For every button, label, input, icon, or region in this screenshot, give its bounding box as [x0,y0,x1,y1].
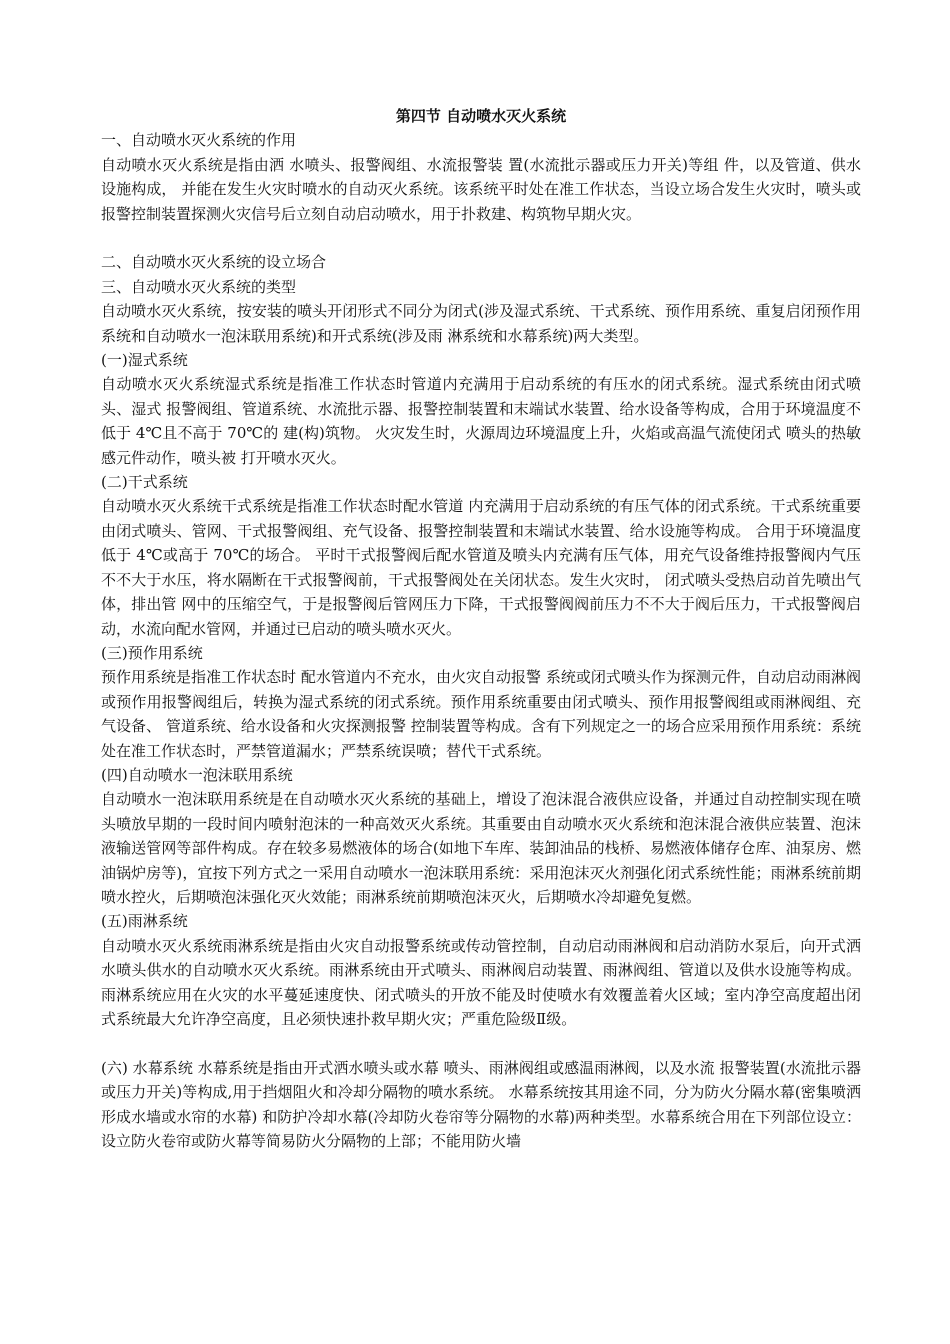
section-title: 第四节 自动喷水灭火系统 [395,107,567,125]
heading-dry-system: (二)干式系统 [101,473,188,492]
paragraph-types: 自动喷水灭火系统，按安装的喷头开闭形式不同分为闭式(涉及湿式系统、干式系统、预作用系统、重复启闭预作用系统和自动喷水一泡沫联用系统)和开式系统(涉及雨 淋系统和水幕系统)两大类型。 [101,302,861,345]
heading-installation: 二、自动喷水灭火系统的设立场合 [101,253,327,272]
paragraph-water-curtain: (六) 水幕系统 水幕系统是指由开式洒水喷头或水幕 喷头、雨淋阀组或感温雨淋阀，以及水流 报警装置(水流批示器或压力开关)等构成,用于挡烟阻火和冷却分隔物的喷水系统。 水幕系统按其用途不同，分为防火分隔水幕(密集喷洒形成水墙或水帘的水幕) 和防护冷却水幕(冷却防火卷帘等分隔物的水幕)两种类型。水幕系统合用在下列部位设立：设立防火卷帘或防火幕等简易防火分隔物的上部；不能用防火墙 [101,1058,861,1151]
paragraph-deluge-system: 自动喷水灭火系统雨淋系统是指由火灾自动报警系统或传动管控制，自动启动雨淋阀和启动消防水泵后，向开式洒水喷头供水的自动喷水灭火系统。雨淋系统由开式喷头、雨淋阀启动装置、雨淋阀组、管道以及供水设施等构成。雨淋系统应用在火灾的水平蔓延速度快、闭式喷头的开放不能及时使喷水有效覆盖着火区域；室内净空高度超出闭式系统最大允许净空高度，且必须快速扑救早期火灾；严重危险级Ⅱ级。 [101,936,861,1029]
paragraph-function: 自动喷水灭火系统是指由洒 水喷头、报警阀组、水流报警装 置(水流批示器或压力开关)等组 件，以及管道、供水设施构成， 并能在发生火灾时喷水的自动灭火系统。该系统平时处在准工作状态，当设立场合发生火灾时，喷头或报警控制装置探测火灾信号后立刻自动启动喷水，用于扑救建、构筑物早期火灾。 [101,155,861,223]
heading-foam-system: (四)自动喷水一泡沫联用系统 [101,765,293,784]
heading-function: 一、自动喷水灭火系统的作用 [101,131,297,150]
blank-line [101,226,861,250]
blank-line [101,1031,861,1055]
paragraph-dry-system: 自动喷水灭火系统干式系统是指准工作状态时配水管道 内充满用于启动系统的有压气体的闭式系统。干式系统重要由闭式喷头、管网、干式报警阀组、充气设备、报警控制装置和末端试水装置、给水设施等构成。 合用于环境温度低于 4℃或高于 70℃的场合。 平时干式报警阀后配水管道及喷头内充满有压气体，用充气设备维持报警阀内气压不不大于水压，将水隔断在干式报警阀前，干式报警阀处在关闭状态。发生火灾时， 闭式喷头受热启动首先喷出气体，排出管 网中的压缩空气，于是报警阀后管网压力下降，干式报警阀阀前压力不不大于阀后压力，干式报警阀启动，水流向配水管网，并通过已启动的喷头喷水灭火。 [101,497,861,638]
heading-deluge-system: (五)雨淋系统 [101,912,188,931]
paragraph-wet-system: 自动喷水灭火系统湿式系统是指准工作状态时管道内充满用于启动系统的有压水的闭式系统。湿式系统由闭式喷头、湿式 报警阀组、管道系统、水流批示器、报警控制装置和末端试水装置、给水设备等构成，合用于环境温度不低于 4℃且不高于 70℃的 建(构)筑物。 火灾发生时，火源周边环境温度上升，火焰或高温气流使闭式 喷头的热敏感元件动作，喷头被 打开喷水灭火。 [101,375,861,467]
document-page [101,104,861,1153]
paragraph-foam-system: 自动喷水一泡沫联用系统是在自动喷水灭火系统的基础上，增设了泡沫混合液供应设备，并通过自动控制实现在喷头喷放早期的一段时间内喷射泡沫的一种高效灭火系统。其重要由自动喷水灭火系统和泡沫混合液供应装置、泡沫液输送管网等部件构成。存在较多易燃液体的场合(如地下车库、装卸油品的栈桥、易燃液体储存仓库、油泵房、燃油锅炉房等)，宜按下列方式之一采用自动喷水一泡沫联用系统：采用泡沫灭火剂强化闭式系统性能；雨淋系统前期喷水控火，后期喷泡沫强化灭火效能；雨淋系统前期喷泡沫灭火，后期喷水冷却避免复燃。 [101,790,861,906]
heading-wet-system: (一)湿式系统 [101,351,188,370]
paragraph-preaction-system: 预作用系统是指准工作状态时 配水管道内不充水，由火灾自动报警 系统或闭式喷头作为探测元件，自动启动雨淋阀或预作用报警阀组后，转换为湿式系统的闭式系统。预作用系统重要由闭式喷头、预作用报警阀组或雨淋阀组、充气设备、 管道系统、给水设备和火灾探测报警 控制装置等构成。含有下列规定之一的场合应采用预作用系统：系统处在准工作状态时，严禁管道漏水；严禁系统误喷；替代干式系统。 [101,668,861,760]
heading-types: 三、自动喷水灭火系统的类型 [101,277,297,296]
heading-preaction-system: (三)预作用系统 [101,643,203,662]
